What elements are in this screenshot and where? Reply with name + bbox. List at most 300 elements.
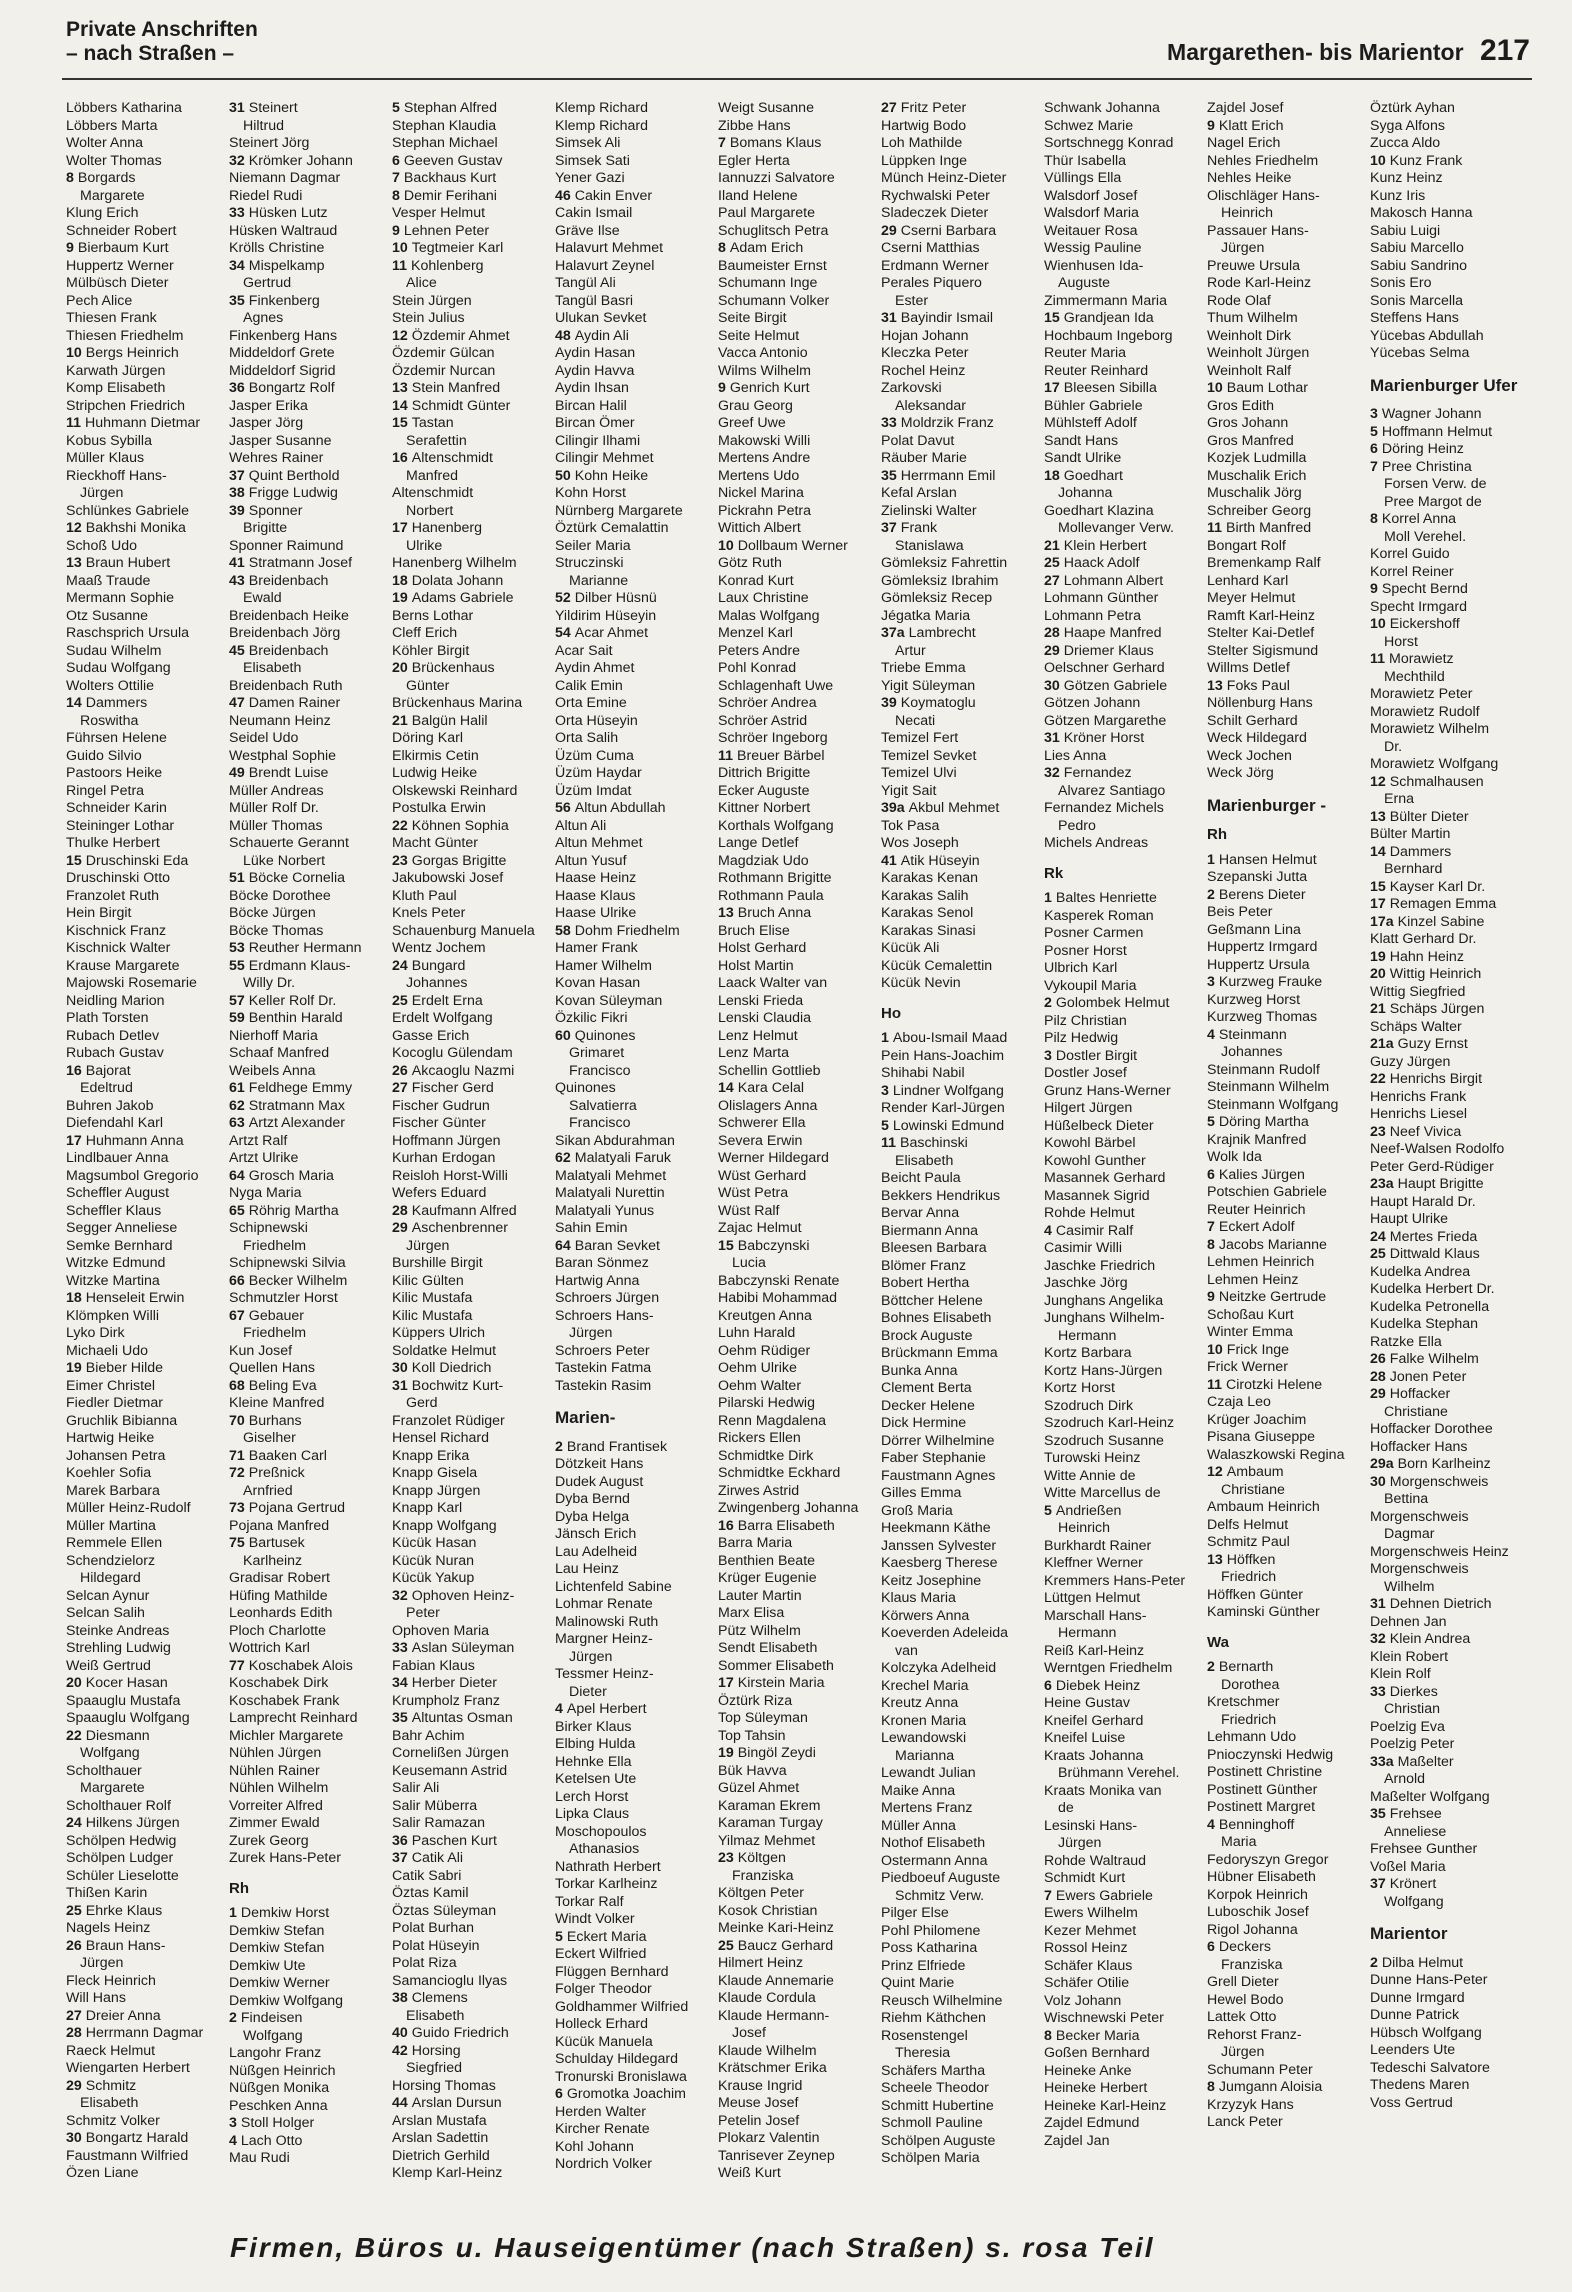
resident-entry <box>1370 406 1533 424</box>
resident-entry: Rode Olaf <box>1207 292 1271 309</box>
resident-entry: Korpok Heinrich <box>1207 1886 1308 1903</box>
resident-entry: Weinholt Jürgen <box>1207 345 1310 361</box>
resident-entry <box>392 1640 555 1658</box>
resident-entry: Sortschnegg Konrad <box>1044 135 1174 151</box>
resident-entry: Stein Julius <box>392 310 465 326</box>
house-number: 26 <box>392 1062 408 1079</box>
resident-entry: Witte Annie de <box>1044 1467 1136 1484</box>
resident-entry: Witzke Martina <box>66 1272 160 1289</box>
house-number: 5 <box>1044 1502 1052 1519</box>
resident-name: Döring Heinz <box>1381 441 1464 457</box>
resident-entry: Hartwig Heike <box>66 1430 155 1446</box>
resident-entry: Seiler Maria <box>555 537 631 554</box>
house-number: 8 <box>1370 511 1378 527</box>
house-number: 8 <box>392 187 400 204</box>
entry-continuation: Arnfried <box>243 1482 293 1499</box>
resident-entry: Kowohl Bärbel <box>1044 1135 1136 1151</box>
resident-entry: Klemp Karl-Heinz <box>392 2165 503 2180</box>
resident-entry <box>229 1273 392 1291</box>
resident-name: Bongartz Rolf <box>248 380 335 396</box>
entry-continuation: Dagmar <box>1384 1526 1435 1542</box>
resident-entry: Witte Marcellus de <box>1044 1485 1161 1501</box>
resident-entry <box>1370 1229 1533 1247</box>
entry-continuation: Hildegard <box>80 1570 141 1586</box>
resident-entry <box>1044 538 1207 556</box>
resident-entry <box>555 328 718 346</box>
house-number: 72 <box>229 1465 245 1481</box>
resident-entry <box>555 1701 718 1719</box>
resident-name: Breidenbach <box>248 572 329 589</box>
footer-note: Firmen, Büros u. Hauseigentümer (nach Straßen) s. rosa Teil <box>230 2232 1155 2263</box>
resident-entry: Holleck Erhard <box>555 2016 649 2032</box>
resident-entry: Elbing Hulda <box>555 1736 636 1752</box>
resident-entry <box>555 1929 718 1947</box>
resident-entry: Öztürk Riza <box>718 1692 793 1709</box>
house-number: 9 <box>718 380 726 396</box>
resident-entry: Wentz Jochem <box>392 940 486 956</box>
resident-entry <box>66 415 229 433</box>
house-number: 16 <box>66 1062 82 1079</box>
resident-entry: Krüger Eugenie <box>718 1570 817 1586</box>
resident-entry: Hartwig Bodo <box>881 117 967 134</box>
entry-continuation: Margarete <box>80 187 145 204</box>
resident-entry: Rosenstengel <box>881 2027 968 2044</box>
house-number: 6 <box>1044 1677 1052 1694</box>
resident-entry: Buhren Jakob <box>66 1097 154 1114</box>
resident-entry <box>392 240 555 258</box>
resident-entry: Gruchlik Bibianna <box>66 1412 178 1429</box>
resident-entry <box>66 240 229 258</box>
resident-entry: Rickers Ellen <box>718 1430 801 1446</box>
resident-entry: Ramft Karl-Heinz <box>1207 607 1316 624</box>
resident-entry: Lenhard Karl <box>1207 572 1289 589</box>
resident-entry: Goßen Bernhard <box>1044 2045 1150 2061</box>
resident-entry: Render Karl-Jürgen <box>881 1100 1005 1116</box>
resident-name: Gebauer <box>248 1307 304 1324</box>
resident-entry: Yücebas Abdullah <box>1370 327 1484 344</box>
resident-entry: Mühlsteff Adolf <box>1044 415 1137 431</box>
resident-entry: Malatyali Yunus <box>555 1202 655 1219</box>
resident-entry: Knapp Erika <box>392 1447 470 1464</box>
resident-entry <box>392 380 555 398</box>
house-number: 35 <box>392 1710 408 1726</box>
resident-entry <box>1370 424 1533 442</box>
resident-entry: Thulke Herbert <box>66 835 160 851</box>
resident-entry: Szepanski Jutta <box>1207 869 1308 885</box>
resident-entry <box>1207 2079 1370 2097</box>
house-number: 67 <box>229 1307 245 1324</box>
house-number: 1 <box>881 1030 889 1046</box>
resident-name: Cakin Enver <box>574 187 653 204</box>
resident-entry: Schäfer Otilie <box>1044 1975 1130 1991</box>
resident-entry: Menzel Karl <box>718 625 793 641</box>
resident-entry: Greef Uwe <box>718 415 786 431</box>
resident-entry: Reuter Maria <box>1044 345 1127 361</box>
resident-entry: Karaman Turgay <box>718 1815 823 1831</box>
house-number: 36 <box>229 380 245 396</box>
resident-entry: Lindlbauer Anna <box>66 1150 169 1166</box>
resident-entry <box>229 958 392 976</box>
resident-entry: Altun Mehmet <box>555 835 643 851</box>
resident-name: Keller Rolf Dr. <box>248 992 337 1009</box>
resident-entry: Bongart Rolf <box>1207 537 1286 554</box>
resident-name: Kara Celal <box>737 1080 805 1096</box>
resident-entry: Oelschner Gerhard <box>1044 660 1165 676</box>
resident-name: Wittig Heinrich <box>1389 966 1482 982</box>
resident-entry: Wehres Rainer <box>229 450 324 466</box>
resident-name: Beling Eva <box>248 1377 317 1394</box>
entry-continuation: Friedrich <box>1221 1569 1277 1585</box>
entry-continuation: Jürgen <box>1221 240 1265 256</box>
resident-entry: Mau Rudi <box>229 2150 290 2166</box>
resident-entry: Grell Dieter <box>1207 1974 1279 1990</box>
resident-entry: Weck Hildegard <box>1207 730 1307 746</box>
resident-entry <box>1044 310 1207 328</box>
resident-entry <box>229 643 392 661</box>
resident-entry: Morawietz Wilhelm <box>1370 721 1490 737</box>
resident-entry: Struczinski <box>555 555 624 571</box>
resident-entry <box>1207 118 1370 136</box>
entry-continuation: Pedro <box>1058 817 1096 834</box>
house-number: 68 <box>229 1377 245 1394</box>
resident-entry: Syga Alfons <box>1370 117 1445 134</box>
resident-name: Ehrke Klaus <box>85 1902 163 1919</box>
resident-entry: Kleczka Peter <box>881 345 969 361</box>
resident-entry: Kücük Nuran <box>392 1552 475 1569</box>
resident-entry <box>229 870 392 888</box>
resident-entry <box>1370 1124 1533 1142</box>
resident-name: Bungard <box>411 957 466 974</box>
resident-name: Hüsken Lutz <box>248 205 328 221</box>
resident-entry: Scholthauer <box>66 1762 142 1779</box>
resident-entry <box>229 1413 392 1431</box>
resident-entry: Posner Carmen <box>1044 925 1144 941</box>
resident-entry <box>1044 890 1207 908</box>
resident-entry: Küppers Ulrich <box>392 1325 486 1341</box>
house-number: 28 <box>1370 1368 1386 1385</box>
resident-name: Morgenschweis <box>1389 1473 1489 1490</box>
entry-continuation: Elisabeth <box>80 2095 139 2111</box>
resident-entry <box>1207 1219 1370 1237</box>
resident-name: Guido Friedrich <box>411 2025 509 2041</box>
resident-entry: Jaschke Friedrich <box>1044 1257 1156 1274</box>
resident-entry: Fernandez Michels <box>1044 800 1164 816</box>
resident-entry: Wüst Petra <box>718 1185 789 1201</box>
resident-entry: Schoß Udo <box>66 537 137 554</box>
house-number: 21 <box>1370 1001 1386 1017</box>
resident-name: Dreier Anna <box>85 2007 161 2024</box>
resident-entry: Dudek August <box>555 1473 644 1490</box>
resident-entry: Kreutgen Anna <box>718 1307 812 1324</box>
resident-entry: Kreutz Anna <box>881 1695 959 1711</box>
resident-entry: Kraats Johanna <box>1044 1747 1144 1764</box>
resident-entry: Hoffmann Jürgen <box>392 1132 501 1149</box>
district-heading: Rk <box>1044 864 1064 882</box>
resident-entry <box>1370 153 1533 171</box>
house-number: 34 <box>392 1675 408 1691</box>
resident-name: Henrichs Birgit <box>1389 1071 1483 1087</box>
house-number: 12 <box>392 327 408 344</box>
resident-entry: Bremenkamp Ralf <box>1207 555 1321 571</box>
resident-entry: Laack Walter van <box>718 975 828 991</box>
entry-continuation: Lüke Norbert <box>243 852 326 869</box>
entry-continuation: Christiane <box>1384 1403 1448 1420</box>
resident-name: Hoffacker <box>1389 1386 1451 1402</box>
resident-entry <box>718 1850 881 1868</box>
resident-entry: Schipnewski Silvia <box>229 1255 346 1271</box>
resident-entry <box>392 993 555 1011</box>
resident-name: Lehnen Peter <box>403 222 490 239</box>
resident-entry: Reuter Heinrich <box>1207 1201 1306 1218</box>
resident-entry: Luboschik Josef <box>1207 1904 1309 1920</box>
house-number: 23 <box>718 1850 734 1866</box>
resident-entry: Orta Hüseyin <box>555 712 638 729</box>
resident-entry: Krätschmer Erika <box>718 2060 827 2076</box>
resident-name: Kunz Frank <box>1389 152 1463 169</box>
resident-entry: Hewel Bodo <box>1207 1991 1284 2008</box>
resident-entry: Maßelter Wolfgang <box>1370 1788 1490 1805</box>
resident-entry: Wischnewski Peter <box>1044 2010 1164 2026</box>
resident-entry <box>881 1118 1044 1136</box>
resident-entry: Groß Maria <box>881 1502 953 1519</box>
resident-name: Kohlenberg <box>411 257 484 274</box>
resident-name: Baltes Henriette <box>1055 890 1157 906</box>
resident-entry <box>555 800 718 818</box>
resident-entry <box>718 1518 881 1536</box>
resident-entry: Nühlen Wilhelm <box>229 1780 329 1796</box>
resident-entry: Clement Berta <box>881 1380 972 1396</box>
resident-name: Paschen Kurt <box>411 1832 497 1849</box>
resident-name: Stein Manfred <box>411 380 501 396</box>
house-number: 8 <box>1207 1236 1215 1253</box>
house-number: 39 <box>229 502 245 519</box>
resident-name: Frick Inge <box>1226 1341 1290 1358</box>
resident-entry: Haase Heinz <box>555 870 637 886</box>
resident-entry: Lenz Marta <box>718 1045 789 1061</box>
resident-entry: Bük Havva <box>718 1762 787 1779</box>
house-number: 73 <box>229 1500 245 1516</box>
resident-entry: Kücük Nevin <box>881 975 961 991</box>
resident-entry: Kilic Mustafa <box>392 1290 473 1306</box>
resident-entry <box>555 1439 718 1457</box>
entry-continuation: Jürgen <box>569 1648 613 1665</box>
resident-entry: Vacca Antonio <box>718 345 808 361</box>
resident-entry: Pisana Giuseppe <box>1207 1429 1316 1445</box>
resident-entry <box>229 2115 392 2133</box>
resident-entry <box>1370 616 1533 634</box>
resident-entry: Nühlen Rainer <box>229 1762 320 1779</box>
resident-entry <box>229 1448 392 1466</box>
resident-entry: Rieckhoff Hans- <box>66 467 167 484</box>
resident-entry: Babczynski Renate <box>718 1272 840 1289</box>
resident-entry <box>66 1815 229 1833</box>
resident-entry: Soldatke Helmut <box>392 1342 497 1359</box>
house-number: 10 <box>1207 380 1223 396</box>
entry-continuation: Christian <box>1384 1701 1440 1717</box>
resident-entry <box>229 468 392 486</box>
house-number: 13 <box>392 380 408 396</box>
resident-name: Tastan <box>411 415 454 431</box>
resident-entry: Schäps Walter <box>1370 1018 1462 1035</box>
house-number: 64 <box>555 1237 571 1254</box>
house-number: 14 <box>718 1080 734 1096</box>
house-number: 33 <box>1370 1683 1386 1700</box>
resident-entry: Witzke Edmund <box>66 1255 166 1271</box>
resident-name: Dammers <box>1389 843 1452 860</box>
resident-entry <box>1370 459 1533 477</box>
resident-entry: Schäfer Klaus <box>1044 1957 1133 1974</box>
resident-entry: Weiß Gertrud <box>66 1657 151 1674</box>
resident-entry: Gömleksiz Ibrahim <box>881 572 999 589</box>
resident-name: Kröner Horst <box>1063 730 1145 746</box>
resident-entry: Ambaum Heinrich <box>1207 1499 1320 1515</box>
resident-entry: Sommer Elisabeth <box>718 1657 834 1674</box>
resident-name: Falke Wilhelm <box>1389 1351 1479 1367</box>
page-number: 217 <box>1479 34 1530 67</box>
resident-entry: Schmutzler Horst <box>229 1290 338 1306</box>
entry-continuation: Anneliese <box>1384 1823 1447 1840</box>
resident-entry: Ploch Charlotte <box>229 1622 326 1639</box>
resident-entry: Segger Anneliese <box>66 1220 178 1236</box>
resident-entry: Pilger Else <box>881 1905 949 1921</box>
resident-entry: Lau Adelheid <box>555 1543 638 1560</box>
resident-entry: Henrichs Liesel <box>1370 1106 1467 1122</box>
house-number: 11 <box>66 415 81 431</box>
resident-entry: Kurzweg Thomas <box>1207 1009 1318 1025</box>
resident-entry <box>1044 555 1207 573</box>
resident-entry: Knapp Jürgen <box>392 1482 481 1499</box>
resident-name: Kaufmann Alfred <box>411 1202 517 1219</box>
resident-entry <box>1207 1167 1370 1185</box>
house-number: 29a <box>1370 1456 1394 1472</box>
resident-entry <box>229 1010 392 1028</box>
resident-entry: Haupt Ulrike <box>1370 1211 1449 1227</box>
resident-name: Cirotzki Helene <box>1226 1376 1323 1393</box>
resident-entry: Fleck Heinrich <box>66 1972 156 1989</box>
resident-entry: Tangül Ali <box>555 275 616 291</box>
resident-entry: Nothof Elisabeth <box>881 1835 986 1851</box>
resident-entry <box>1370 1369 1533 1387</box>
resident-entry: Thiesen Frank <box>66 310 157 326</box>
resident-name: Özdemir Ahmet <box>411 327 510 344</box>
resident-name: Baum Lothar <box>1226 380 1309 396</box>
house-number: 7 <box>1207 1219 1215 1235</box>
resident-entry: Poss Katharina <box>881 1940 978 1956</box>
resident-entry: Dunne Hans-Peter <box>1370 1972 1488 1988</box>
resident-entry: Kilic Mustafa <box>392 1307 473 1324</box>
resident-entry <box>66 695 229 713</box>
resident-entry: Klung Erich <box>66 205 139 221</box>
resident-entry: Schröer Ingeborg <box>718 730 828 746</box>
resident-name: Stratmann Max <box>248 1097 345 1114</box>
resident-entry: Zimmermann Maria <box>1044 292 1167 309</box>
resident-entry <box>392 415 555 433</box>
resident-entry <box>229 1658 392 1676</box>
resident-entry: Weigt Susanne <box>718 100 814 116</box>
house-number: 21 <box>392 712 408 729</box>
resident-entry <box>392 188 555 206</box>
resident-entry: Költgen Peter <box>718 1885 804 1901</box>
resident-entry: Kaminski Günther <box>1207 1604 1320 1620</box>
resident-entry: Frick Werner <box>1207 1359 1288 1375</box>
resident-entry: Wolk Ida <box>1207 1149 1262 1165</box>
resident-entry: Steinert Jörg <box>229 135 310 151</box>
entry-continuation: Necati <box>895 712 936 729</box>
house-number: 21a <box>1370 1036 1394 1052</box>
resident-entry: Horsing Thomas <box>392 2077 496 2094</box>
resident-entry: Krumpholz Franz <box>392 1692 501 1709</box>
resident-entry: Mertens Franz <box>881 1800 973 1816</box>
resident-entry: Lies Anna <box>1044 747 1107 764</box>
resident-name: Götzen Gabriele <box>1063 677 1168 694</box>
resident-entry: Riehm Käthchen <box>881 2010 986 2026</box>
resident-entry: Postulka Erwin <box>392 800 486 816</box>
resident-name: Fritz Peter <box>900 100 967 116</box>
resident-name: Dierkes <box>1389 1683 1438 1700</box>
resident-name: Ophoven Heinz- <box>411 1587 515 1604</box>
resident-name: Sponner <box>248 502 303 519</box>
resident-entry: Schwank Johanna <box>1044 100 1160 116</box>
resident-entry: Nickel Marina <box>718 485 804 501</box>
resident-entry: Finkenberg Hans <box>229 327 338 344</box>
resident-entry: Paul Margarete <box>718 205 815 221</box>
resident-entry <box>392 1378 555 1396</box>
resident-entry: Schroers Jürgen <box>555 1290 660 1306</box>
resident-entry <box>1207 974 1370 992</box>
resident-entry: Schmoll Pauline <box>881 2115 983 2131</box>
resident-name: Herber Dieter <box>411 1675 497 1691</box>
resident-name: Pojana Gertrud <box>248 1500 345 1516</box>
resident-entry: Kaesberg Therese <box>881 1555 998 1571</box>
resident-entry: Berns Lothar <box>392 607 474 624</box>
resident-entry: Reusch Wilhelmine <box>881 1992 1003 2009</box>
house-number: 1 <box>1207 851 1215 868</box>
house-number: 62 <box>555 1150 571 1166</box>
resident-name: Andrießen <box>1055 1502 1122 1519</box>
resident-entry: Müller Rolf Dr. <box>229 800 319 816</box>
resident-name: Fernandez <box>1063 765 1132 781</box>
resident-entry: Wolters Ottilie <box>66 677 155 694</box>
resident-name: Borgards <box>77 170 136 186</box>
resident-entry <box>66 2130 229 2148</box>
resident-entry <box>392 100 555 118</box>
resident-entry: Hojan Johann <box>881 327 969 344</box>
resident-name: Mertes Frieda <box>1389 1228 1478 1245</box>
resident-entry: Decker Helene <box>881 1397 975 1414</box>
house-number: 9 <box>1207 117 1215 134</box>
entry-continuation: Dr. <box>1384 738 1403 755</box>
house-number: 14 <box>66 695 82 711</box>
resident-entry: Schmidtke Eckhard <box>718 1465 841 1481</box>
resident-entry <box>229 1378 392 1396</box>
house-number: 4 <box>229 2132 237 2149</box>
house-number: 25 <box>718 1937 734 1954</box>
entry-continuation: Stanislawa <box>895 537 964 554</box>
resident-name: Eckert Adolf <box>1218 1219 1295 1235</box>
resident-entry: Michels Andreas <box>1044 835 1149 851</box>
resident-entry: Pohl Konrad <box>718 660 797 676</box>
resident-entry: Fischer Gudrun <box>392 1097 490 1114</box>
house-number: 4 <box>555 1701 563 1717</box>
resident-entry: Zucca Aldo <box>1370 135 1441 151</box>
resident-entry: Leenders Ute <box>1370 2042 1456 2058</box>
house-number: 1 <box>1044 890 1052 906</box>
resident-entry: Wessig Pauline <box>1044 240 1142 256</box>
resident-entry: Calik Emin <box>555 677 623 694</box>
resident-entry: Karaman Ekrem <box>718 1797 821 1814</box>
resident-entry: Heine Gustav <box>1044 1695 1130 1711</box>
resident-name: Feldhege Emmy <box>248 1080 353 1096</box>
